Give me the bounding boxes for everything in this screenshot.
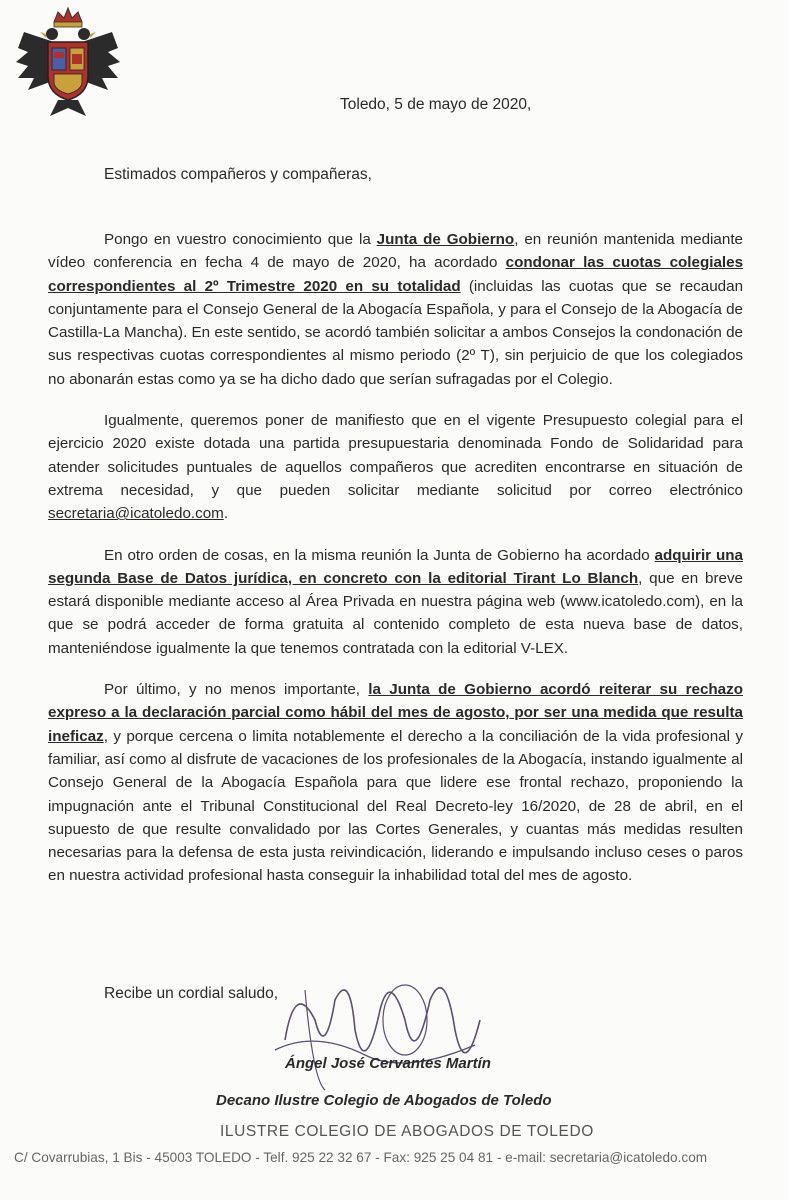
footer-address: C/ Covarrubias, 1 Bis - 45003 TOLEDO - Telf. 925 22 32 67 - Fax: 925 25 04 81 - e-mail: secretaria@icatoledo.com	[14, 1150, 708, 1165]
text-run: (incluidas las cuotas que se recaudan conjuntamente para el Consejo General de la Abogacía Española, y para el Consejo de la Abogacía de Castilla-La Mancha). En este sentido, se acordó también solicitar a ambos Consejos la condonación de sus respectivas cuotas correspondientes al mismo periodo (2º T), sin perjuicio de que los colegiados no abonarán estas como ya se ha dicho dado que serían sufragadas por el Colegio.	[48, 277, 744, 388]
letter-date: Toledo, 5 de mayo de 2020,	[340, 96, 532, 113]
text-run: Pongo en vuestro conocimiento que la	[104, 231, 377, 248]
highlight-agosto: la Junta de Gobierno acordó reiterar su rechazo expreso a la declaración parcial como hábil del mes de agosto, por ser una medida que resulta ineficaz	[48, 681, 743, 745]
text-run: Por último, y no menos importante,	[104, 681, 369, 699]
paragraph-base-datos	[48, 544, 743, 660]
highlight-junta: Junta de Gobierno	[376, 231, 515, 248]
signature-icon	[255, 960, 495, 1100]
paragraph-fondo	[48, 409, 743, 525]
text-run: , y porque cercena o limita notablemente el derecho a la conciliación de la vida profesional y familiar, así como al disfrute de vacaciones de los profesionales de la Abogacía, instando igualmente al Consejo General de la Abogacía Española para que lidere ese frontal rechazo, proponiendo la impugnación ante el Tribunal Constitucional del Real Decreto-ley 16/2020, de 28 de abril, en el supuesto de que resulte convalidado por las Cortes Generales, y cuantas más medidas resulten necesarias para la defensa de esta justa reivindicación, liderando e impulsando incluso ceses o paros en nuestra actividad profesional hasta conseguir la inhabilidad total del mes de agosto.	[48, 727, 743, 885]
signer-name: Ángel José Cervantes Martín	[285, 1055, 491, 1072]
highlight-condonar: condonar las cuotas colegiales correspondientes al 2º Trimestre 2020 en su totalidad	[48, 254, 744, 295]
text-run: .	[223, 505, 229, 523]
text-run: En otro orden de cosas, en la misma reunión la Junta de Gobierno ha acordado	[104, 546, 655, 564]
letter-body	[48, 228, 743, 906]
salutation: Estimados compañeros y compañeras,	[104, 166, 372, 183]
text-run: , en reunión mantenida mediante vídeo conferencia en fecha 4 de mayo de 2020, ha acordado	[48, 231, 743, 272]
signer-title: Decano Ilustre Colegio de Abogados de Toledo	[216, 1092, 552, 1109]
paragraph-cuotas	[48, 228, 743, 391]
email-link[interactable]: secretaria@icatoledo.com	[48, 505, 224, 523]
coat-of-arms-icon	[14, 4, 122, 120]
paragraph-agosto	[48, 678, 743, 888]
text-run: Igualmente, queremos poner de manifiesto que en el vigente Presupuesto colegial para el ejercicio 2020 existe dotada una partida presupuestaria denominada Fondo de Solidaridad para atender solicitudes puntuales de aquellos compañeros que acrediten encontrarse en situación de extrema necesidad, y que pueden solicitar mediante solicitud por correo electrónico	[48, 412, 743, 499]
highlight-base-datos: adquirir una segunda Base de Datos jurídica, en concreto con la editorial Tirant Lo Blanch	[48, 546, 743, 587]
text-run: , que en breve estará disponible mediante acceso al Área Privada en nuestra página web (www.icatoledo.com), en la que se podrá acceder de forma gratuita al contenido completo de esta nueva base de datos, manteniéndose igualmente la que tenemos contratada con la editorial V-LEX.	[48, 569, 743, 657]
closing: Recibe un cordial saludo,	[104, 985, 279, 1002]
organization-name: ILUSTRE COLEGIO DE ABOGADOS DE TOLEDO	[220, 1123, 594, 1140]
